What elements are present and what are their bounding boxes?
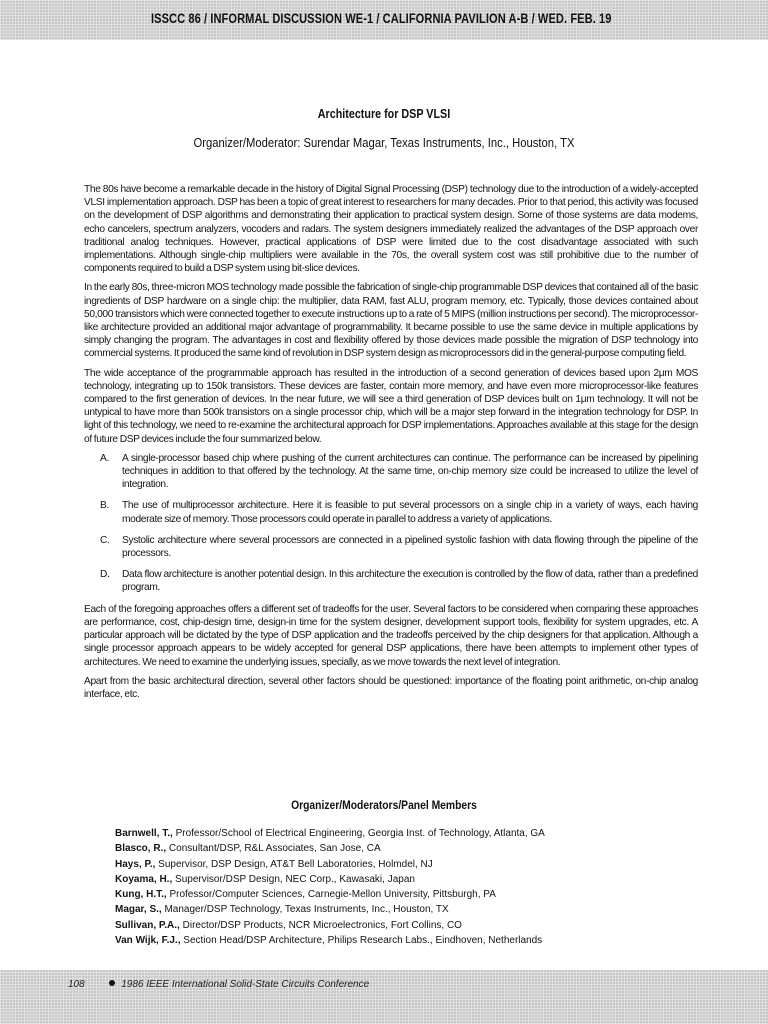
panel-member-list	[115, 826, 715, 948]
page-title: Architecture for DSP VLSI	[317, 107, 451, 121]
panel-member	[115, 872, 715, 887]
header-banner	[0, 0, 768, 40]
member-name: Koyama, H.,	[115, 873, 173, 885]
member-affiliation: Supervisor, DSP Design, AT&T Bell Laboratories, Holmdel, NJ	[155, 858, 433, 870]
member-affiliation: Consultant/DSP, R&L Associates, San Jose, CA	[166, 843, 381, 855]
member-name: Blasco, R.,	[115, 843, 167, 855]
footer-banner	[0, 970, 768, 1024]
item-letter: C.	[100, 534, 110, 546]
item-letter: B.	[100, 500, 109, 512]
panel-member	[115, 841, 715, 856]
paragraph: In the early 80s, three-micron MOS technology made possible the fabrication of single-chip programmable DSP devices that contained all of the basic ingredients of DSP hardware on a single chip: the multiplier, data RAM, fast ALU, program memory, etc. Typically, those devices contained about 50,000 transistors which were connected together to execute instructions up to a rate of 5 MIPS (million instructions per second). The microprocessor-like architecture provided an additional major advantage of programmability. It became possible to use the same device in multiple applications by simply changing the program. The advantages in cost and flexibility offered by those devices made possible the migration of DSP technology into commercial systems. It produced the same kind of revolution in DSP system design as microprocessors did in the general-purpose computing field.	[84, 282, 698, 360]
item-text: Systolic architecture where several processors are connected in a pipelined systolic fashion with data flowing through the pipeline of the processors.	[122, 534, 698, 560]
item-text: The use of multiprocessor architecture. Here it is feasible to put several processors on a single chip in a variety of ways, each having moderate size of memory. Those processors could operate in parallel to address a variety of applications.	[122, 500, 698, 525]
conference-name: 1986 IEEE International Solid-State Circuits Conference	[121, 979, 370, 990]
panel-heading: Organizer/Moderators/Panel Members	[291, 798, 477, 812]
member-name: Barnwell, T.,	[115, 828, 173, 839]
item-text: Data flow architecture is another potential design. In this architecture the execution is controlled by the flow of data, rather than a predefined program.	[122, 569, 698, 594]
item-letter: A.	[100, 452, 109, 464]
member-affiliation: Manager/DSP Technology, Texas Instruments, Inc., Houston, TX	[161, 904, 449, 916]
approach-item	[84, 534, 698, 560]
member-affiliation: Professor/School of Electrical Engineering, Georgia Inst. of Technology, Atlanta, GA	[172, 828, 545, 839]
session-info: ISSCC 86 / INFORMAL DISCUSSION WE-1 / CALIFORNIA PAVILION A-B / WED. FEB. 19	[150, 11, 612, 26]
member-name: Kung, H.T.,	[115, 889, 167, 901]
panel-member	[115, 887, 715, 902]
panel-member	[115, 902, 715, 917]
member-name: Magar, S.,	[115, 904, 162, 916]
paragraph: The 80s have become a remarkable decade in the history of Digital Signal Processing (DSP) technology due to the introduction of a widely-accepted VLSI implementation approach. DSP has been a topic of great interest to researchers for many decades. Prior to that period, this activity was focused on the development of DSP algorithms and demonstrating their application to practical system design. Some of those systems are data modems, echo cancelers, spectrum analyzers, vocoders and radars. The system designers immediately realized the advantages of the DSP approach over traditional analog techniques. However, practical applications of DSP were limited due to the cost disadvantage associated with such implementations. Although single-chip multipliers were available in the 70s, the overall system cost was still prohibitive due to the number of components required to build a DSP system using bit-slice devices.	[84, 184, 698, 275]
item-text: A single-processor based chip where pushing of the current architectures can continue. The performance can be increased by pipelining techniques in addition to that offered by the technology. At the same time, on-chip memory size could be increased to utilize the level of integration.	[122, 452, 698, 491]
panel-member	[115, 857, 715, 872]
approaches-list	[84, 452, 698, 595]
approach-item	[84, 568, 698, 594]
panel-member	[115, 826, 715, 841]
approach-item	[84, 452, 698, 492]
bullet-icon	[109, 980, 115, 986]
member-affiliation: Supervisor/DSP Design, NEC Corp., Kawasaki, Japan	[172, 873, 415, 885]
panel-member	[115, 933, 715, 948]
paragraph: The wide acceptance of the programmable approach has resulted in the introduction of a second generation of devices based upon 2μm MOS technology, integrating up to 150k transistors. These devices are faster, contain more memory, and have even more microprocessor-like features compared to the first generation of devices. In the near future, we will see a third generation of DSP devices built on 1μm technology. It will not be untypical to have more than 500k transistors on a single processor chip, which will be a major step forward in the integration technology for DSP. In light of this technology, we need to re-examine the architectural approach for DSP implementations. Approaches available at this stage for the design of future DSP devices include the four summarized below.	[84, 367, 698, 445]
member-affiliation: Director/DSP Products, NCR Microelectronics, Fort Collins, CO	[179, 919, 462, 931]
member-affiliation: Section Head/DSP Architecture, Philips Research Labs., Eindhoven, Netherlands	[180, 935, 543, 947]
panel-member	[115, 918, 715, 933]
member-name: Van Wijk, F.J.,	[115, 935, 181, 947]
approach-item	[84, 499, 698, 525]
footer-line	[68, 979, 369, 990]
organizer-line: Organizer/Moderator: Surendar Magar, Texas Instruments, Inc., Houston, TX	[193, 136, 575, 150]
member-affiliation: Professor/Computer Sciences, Carnegie-Mellon University, Pittsburgh, PA	[166, 889, 496, 901]
body-text	[84, 183, 698, 707]
page-number: 108	[68, 979, 85, 990]
item-letter: D.	[100, 569, 110, 581]
paragraph: Apart from the basic architectural direction, several other factors should be questioned: importance of the floating point arithmetic, on-chip analog interface, etc.	[84, 675, 698, 700]
paragraph: Each of the foregoing approaches offers a different set of tradeoffs for the user. Several factors to be considered when comparing these approaches are performance, cost, chip-design time, design-in time for the system designer, development support tools, flexibility for system upgrades, etc. A particular approach will be dictated by the type of DSP application and the tradeoffs perceived by the chip designers for that application. Although a single processor approach appears to be widely accepted for general DSP applications, there have been attempts to implement other types of architectures. We need to examine the underlying issues, specially, as we move towards the next level of integration.	[84, 603, 698, 668]
member-name: Sullivan, P.A.,	[115, 919, 180, 931]
member-name: Hays, P.,	[115, 858, 156, 870]
